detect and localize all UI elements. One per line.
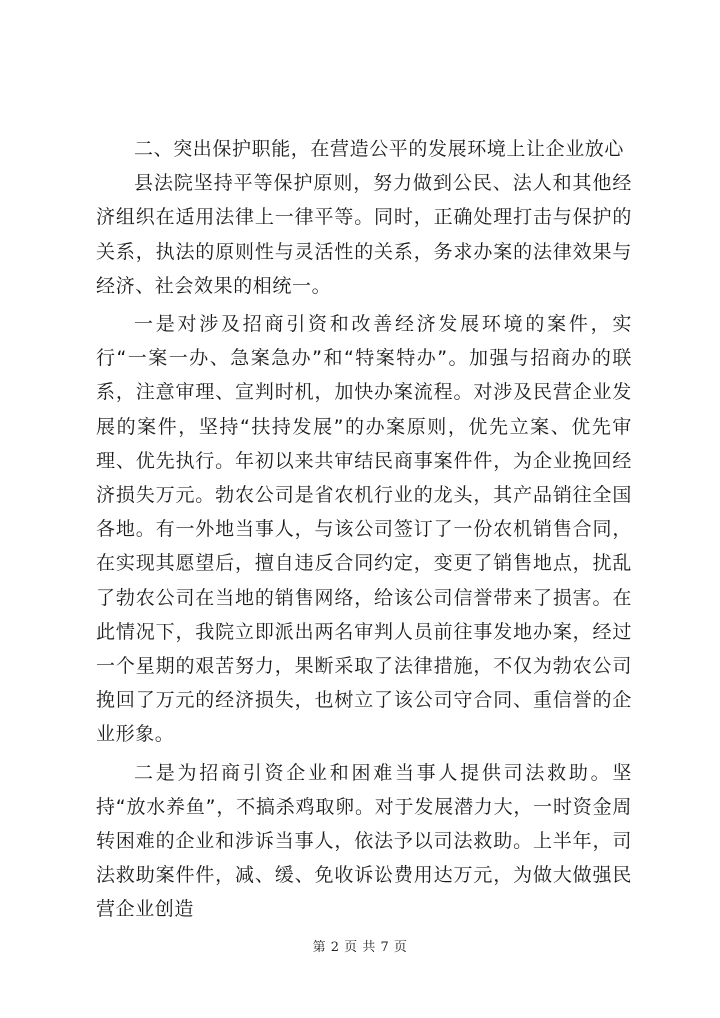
- page-footer: [0, 936, 720, 955]
- paragraph-first-measure: 一是对涉及招商引资和改善经济发展环境的案件，实行“一案一办、急案急办”和“特案特办”。加强与招商办的联系，注意审理、宣判时机，加快办案流程。对涉及民营企业发展的案件，坚持“扶持发展”的办案原则，优先立案、优先审理、优先执行。年初以来共审结民商事案件件，为企业挽回经济损失万元。勃农公司是省农机行业的龙头，其产品销往全国各地。有一外地当事人，与该公司签订了一份农机销售合同，在实现其愿望后，擅自违反合同约定，变更了销售地点，扰乱了勃农公司在当地的销售网络，给该公司信誉带来了损害。在此情况下，我院立即派出两名审判人员前往事发地办案，经过一个星期的艰苦努力，果断采取了法律措施，不仅为勃农公司挽回了万元的经济损失，也树立了该公司守合同、重信誉的企业形象。: [96, 313, 632, 746]
- document-body: [96, 132, 632, 927]
- page-number: 第 2 页 共 7 页: [312, 940, 408, 955]
- section-heading: 二、突出保护职能，在营造公平的发展环境上让企业放心: [134, 138, 625, 160]
- paragraph-second-measure: 二是为招商引资企业和困难当事人提供司法救助。坚持“放水养鱼”，不搞杀鸡取卵。对于发展潜力大，一时资金周转困难的企业和涉诉当事人，依法予以司法救助。上半年，司法救助案件件，减、缓、免收诉讼费用达万元，为做大做强民营企业创造: [96, 761, 632, 921]
- paragraph-principle: 县法院坚持平等保护原则，努力做到公民、法人和其他经济组织在适用法律上一律平等。同时，正确处理打击与保护的关系，执法的原则性与灵活性的关系，务求办案的法律效果与经济、社会效果的相统一。: [96, 172, 632, 297]
